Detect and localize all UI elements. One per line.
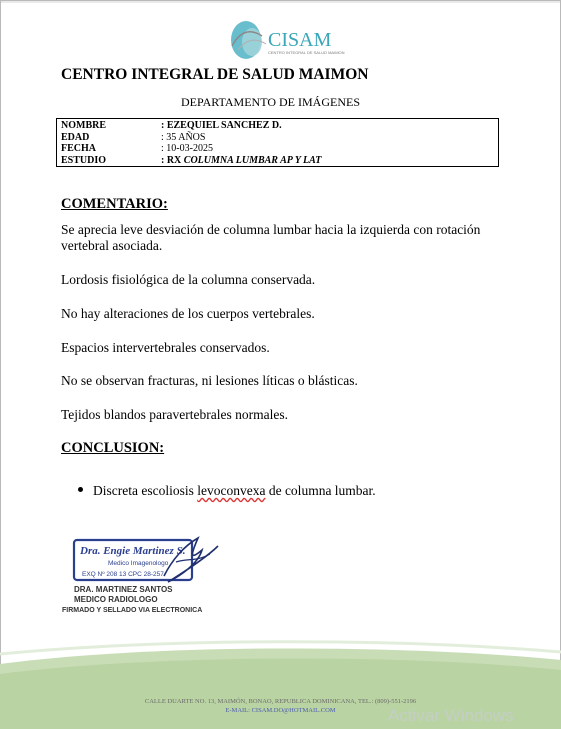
department-title: DEPARTAMENTO DE IMÁGENES: [181, 95, 360, 109]
patient-label: FECHA: [61, 143, 96, 154]
patient-row-age: [61, 132, 494, 144]
signature-stamp: [72, 532, 222, 588]
bullet-icon: [78, 487, 83, 492]
signature-note: FIRMADO Y SELLADO VIA ELECTRONICA: [62, 607, 203, 614]
logo-text: CISAM: [268, 29, 332, 51]
patient-row-study: [61, 155, 494, 167]
doctor-name: DRA. MARTINEZ SANTOS: [74, 585, 173, 594]
logo-subtext: CENTRO INTEGRAL DE SALUD MAIMON: [268, 50, 345, 55]
comment-heading: COMENTARIO:: [61, 196, 168, 212]
patient-value: : EZEQUIEL SANCHEZ D.: [161, 120, 282, 131]
comment-paragraph: Se aprecia leve desviación de columna lumbar hacia la izquierda con rotación vertebral asociada.: [61, 222, 481, 253]
conclusion-text-start: Discreta escoliosis: [93, 483, 198, 498]
comment-paragraph: Lordosis fisiológica de la columna conservada.: [61, 272, 316, 287]
patient-row-name: [61, 120, 494, 132]
comment-paragraph: No se observan fracturas, ni lesiones líticas o blásticas.: [61, 373, 358, 388]
patient-value: : 35 AÑOS: [161, 131, 206, 143]
patient-row-date: [61, 143, 494, 155]
doctor-role: MEDICO RADIOLOGO: [74, 595, 158, 604]
patient-value: : 10-03-2025: [161, 143, 213, 154]
spellcheck-flagged-word[interactable]: levoconvexa: [197, 483, 266, 498]
patient-value: [161, 155, 321, 167]
comment-paragraph: No hay alteraciones de los cuerpos vertebrales.: [61, 306, 315, 321]
patient-info-box: [56, 118, 499, 167]
conclusion-bullet: [78, 483, 376, 499]
patient-label: ESTUDIO: [61, 154, 107, 166]
conclusion-heading: CONCLUSION:: [61, 440, 165, 456]
patient-label: NOMBRE: [61, 120, 106, 131]
activation-watermark: Activar Windows: [388, 706, 514, 725]
conclusion-text-end: de columna lumbar.: [265, 483, 376, 498]
comment-paragraph: Espacios intervertebrales conservados.: [61, 340, 270, 355]
study-name: COLUMNA LUMBAR AP Y LAT: [183, 154, 322, 166]
cisam-logo: [216, 14, 346, 64]
footer-email[interactable]: E-MAIL: CISAM.DO@HOTMAIL.COM: [225, 707, 336, 714]
stamp-name: Dra. Engie Martinez S.: [80, 545, 186, 557]
study-prefix: : RX: [161, 154, 184, 166]
patient-label: EDAD: [61, 131, 90, 143]
stamp-ids: EXQ Nº 208 13 CPC 28-257: [82, 571, 164, 578]
footer-address: CALLE DUARTE NO. 13, MAIMÓN, BONAO, REPUBLICA DOMINICANA, TEL.: (809)-551-2196: [144, 698, 417, 705]
organization-title: CENTRO INTEGRAL DE SALUD MAIMON: [61, 66, 369, 83]
comment-paragraph: Tejidos blandos paravertebrales normales.: [61, 407, 288, 422]
stamp-role: Medico Imagenologo: [108, 560, 169, 567]
